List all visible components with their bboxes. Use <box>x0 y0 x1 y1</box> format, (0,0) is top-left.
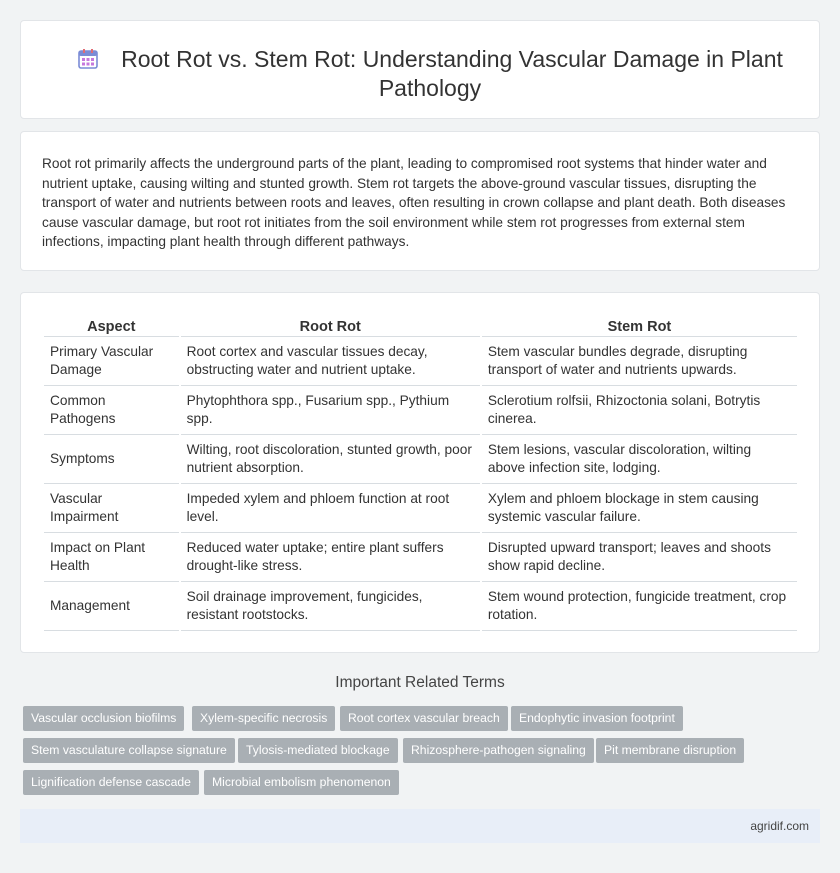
stem-rot-cell: Sclerotium rolfsii, Rhizoctonia solani, Botrytis cinerea. <box>482 386 797 435</box>
related-term-tag[interactable]: Vascular occlusion biofilms <box>23 706 184 731</box>
root-rot-cell: Wilting, root discoloration, stunted growth, poor nutrient absorption. <box>181 435 480 484</box>
header-aspect: Aspect <box>44 315 179 337</box>
root-rot-cell: Impeded xylem and phloem function at root level. <box>181 484 480 533</box>
table-row <box>44 337 797 386</box>
summary-text: Root rot primarily affects the underground parts of the plant, leading to compromised root systems that hinder water and nutrient uptake, causing wilting and stunted growth. Stem rot targets the above-ground vascular tissues, disrupting the transport of water and nutrients between roots and leaves, often resulting in crown collapse and plant death. Both diseases cause vascular damage, but root rot initiates from the soil environment while stem rot progresses from external stem infections, impacting plant health through different pathways. <box>42 156 786 250</box>
table-row <box>44 484 797 533</box>
related-term-tag[interactable]: Lignification defense cascade <box>23 770 199 795</box>
header-card <box>20 20 820 119</box>
aspect-cell: Primary Vascular Damage <box>44 337 179 386</box>
stem-rot-cell: Stem lesions, vascular discoloration, wilting above infection site, lodging. <box>482 435 797 484</box>
aspect-cell: Symptoms <box>44 435 179 484</box>
root-rot-cell: Phytophthora spp., Fusarium spp., Pythium spp. <box>181 386 480 435</box>
comparison-card <box>20 292 820 653</box>
stem-rot-cell: Stem wound protection, fungicide treatment, crop rotation. <box>482 582 797 631</box>
stem-rot-cell: Disrupted upward transport; leaves and shoots show rapid decline. <box>482 533 797 582</box>
comparison-table <box>42 315 799 631</box>
related-term-tag[interactable]: Pit membrane disruption <box>596 738 744 763</box>
table-row <box>44 386 797 435</box>
related-term-tag[interactable]: Endophytic invasion footprint <box>511 706 683 731</box>
table-row <box>44 435 797 484</box>
page-title-wrap <box>61 45 799 103</box>
header-stem-rot: Stem Rot <box>482 315 797 337</box>
stem-rot-cell: Stem vascular bundles degrade, disrupting transport of water and nutrients upwards. <box>482 337 797 386</box>
aspect-cell: Management <box>44 582 179 631</box>
related-term-tag[interactable]: Tylosis-mediated blockage <box>238 738 398 763</box>
related-term-tag[interactable]: Root cortex vascular breach <box>340 706 508 731</box>
table-row <box>44 582 797 631</box>
aspect-cell: Common Pathogens <box>44 386 179 435</box>
root-rot-cell: Reduced water uptake; entire plant suffers drought-like stress. <box>181 533 480 582</box>
related-term-tag[interactable]: Stem vasculature collapse signature <box>23 738 235 763</box>
page-title: Root Rot vs. Stem Rot: Understanding Vascular Damage in Plant Pathology <box>121 46 783 101</box>
calendar-icon <box>77 48 99 70</box>
summary-card <box>20 131 820 271</box>
root-rot-cell: Root cortex and vascular tissues decay, obstructing water and nutrient uptake. <box>181 337 480 386</box>
related-terms-title: Important Related Terms <box>335 674 505 691</box>
footer <box>20 809 820 843</box>
stem-rot-cell: Xylem and phloem blockage in stem causing systemic vascular failure. <box>482 484 797 533</box>
root-rot-cell: Soil drainage improvement, fungicides, resistant rootstocks. <box>181 582 480 631</box>
table-row <box>44 533 797 582</box>
table-header-row <box>44 315 797 337</box>
aspect-cell: Vascular Impairment <box>44 484 179 533</box>
related-term-tag[interactable]: Rhizosphere-pathogen signaling <box>403 738 594 763</box>
related-term-tag[interactable]: Xylem-specific necrosis <box>192 706 335 731</box>
aspect-cell: Impact on Plant Health <box>44 533 179 582</box>
header-root-rot: Root Rot <box>181 315 480 337</box>
related-term-tag[interactable]: Microbial embolism phenomenon <box>204 770 399 795</box>
footer-site-link[interactable]: agridif.com <box>750 819 809 833</box>
